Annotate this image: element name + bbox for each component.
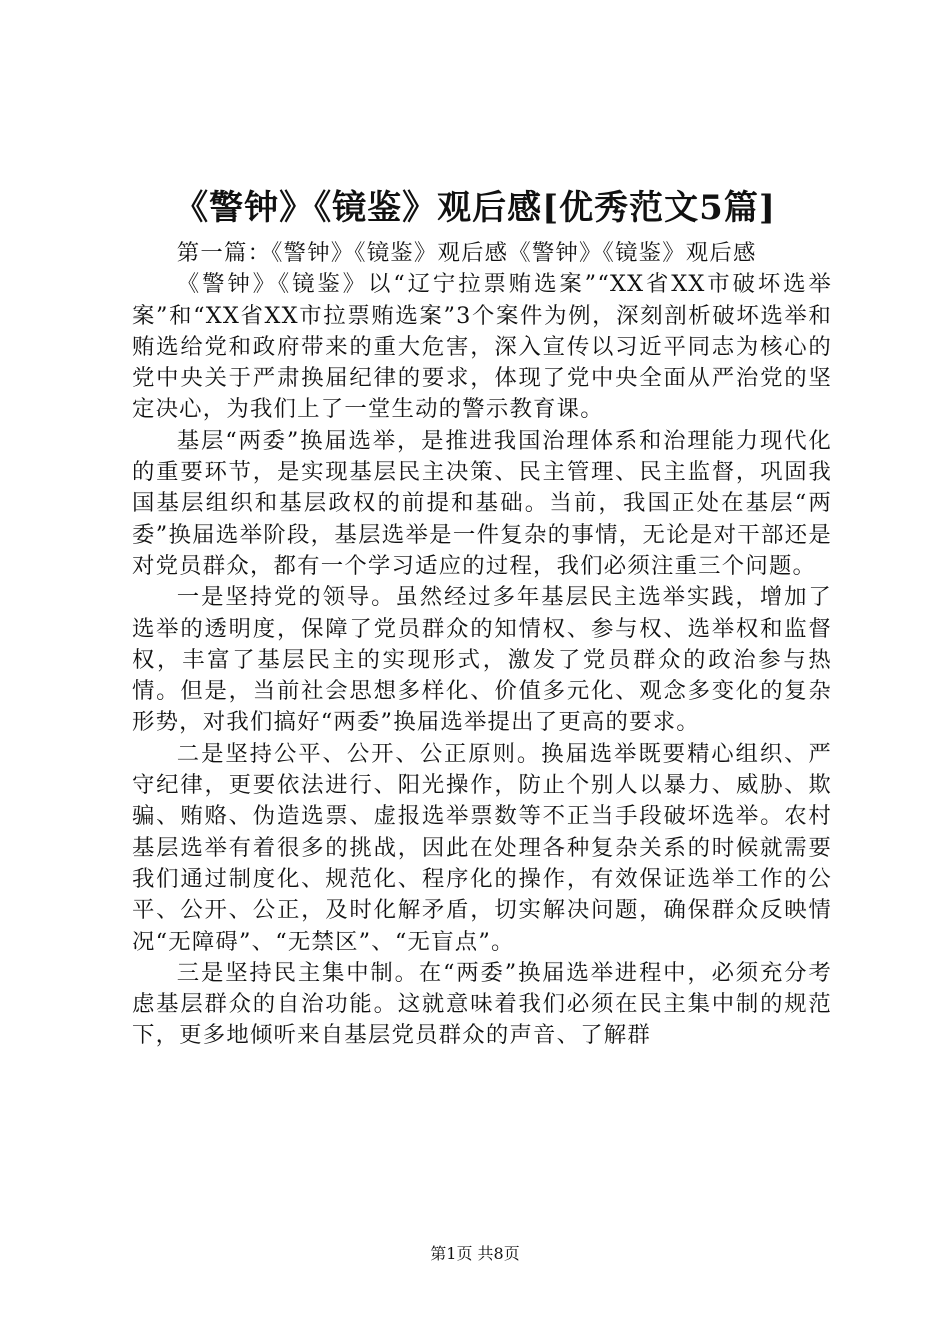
paragraph: 基层“两委”换届选举，是推进我国治理体系和治理能力现代化的重要环节，是实现基层民主决策、民主管理、民主监督，巩固我国基层组织和基层政权的前提和基础。当前，我国正处在基层“两委”换届选举阶段，基层选举是一件复杂的事情，无论是对干部还是对党员群众，都有一个学习适应的过程，我们必须注重三个问题。 xyxy=(132,427,832,579)
document-title: 《警钟》《镜鉴》观后感[优秀范文5篇] xyxy=(174,188,776,228)
paragraph-chapter-heading: 第一篇：《警钟》《镜鉴》观后感《警钟》《镜鉴》观后感 xyxy=(176,240,757,266)
paragraph: 三是坚持民主集中制。在“两委”换届选举进程中，必须充分考虑基层群众的自治功能。这就意味着我们必须在民主集中制的规范下，更多地倾听来自基层党员群众的声音、了解群 xyxy=(132,959,832,1049)
page-number-footer: 第1页 共8页 xyxy=(430,1244,520,1263)
paragraph: 二是坚持公平、公开、公正原则。换届选举既要精心组织、严守纪律，更要依法进行、阳光操作，防止个别人以暴力、威胁、欺骗、贿赂、伪造选票、虚报选举票数等不正当手段破坏选举。农村基层选举有着很多的挑战，因此在处理各种复杂关系的时候就需要我们通过制度化、规范化、程序化的操作，有效保证选举工作的公平、公开、公正，及时化解矛盾，切实解决问题，确保群众反映情况“无障碍”、“无禁区”、“无盲点”。 xyxy=(132,740,832,955)
paragraph: 一是坚持党的领导。虽然经过多年基层民主选举实践，增加了选举的透明度，保障了党员群众的知情权、参与权、选举权和监督权，丰富了基层民主的实现形式，激发了党员群众的政治参与热情。但是，当前社会思想多样化、价值多元化、观念多变化的复杂形势，对我们搞好“两委”换届选举提出了更高的要求。 xyxy=(132,584,832,736)
paragraph: 《警钟》《镜鉴》以“辽宁拉票贿选案”“XX省XX市破坏选举案”和“XX省XX市拉票贿选案”3个案件为例，深刻剖析破坏选举和贿选给党和政府带来的重大危害，深入宣传以习近平同志为核心的党中央关于严肃换届纪律的要求，体现了党中央全面从严治党的坚定决心，为我们上了一堂生动的警示教育课。 xyxy=(132,271,832,423)
document-body xyxy=(132,238,832,1052)
